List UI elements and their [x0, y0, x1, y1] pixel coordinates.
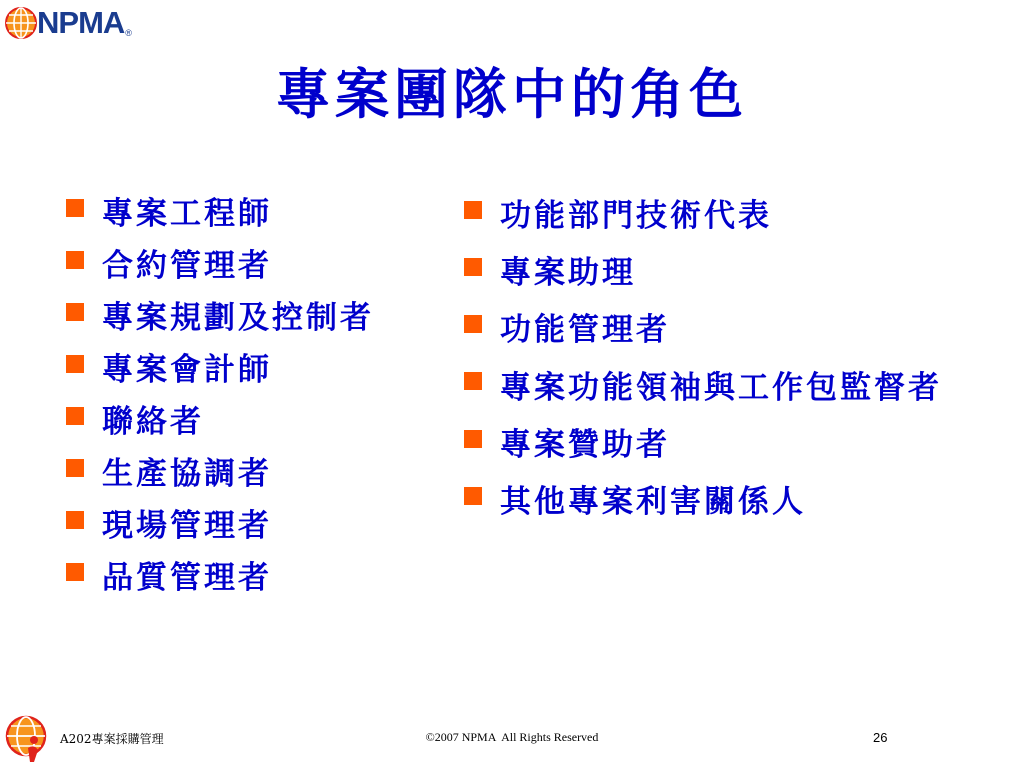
- left-bullet-list: [62, 188, 442, 604]
- square-bullet-icon: [66, 459, 84, 477]
- list-item: 現場管理者: [62, 500, 442, 552]
- page-number: 26: [873, 730, 888, 745]
- footer-course-label: A202專案採購管理: [60, 732, 164, 746]
- list-item: 功能部門技術代表: [460, 188, 960, 245]
- square-bullet-icon: [464, 430, 482, 448]
- square-bullet-icon: [66, 303, 84, 321]
- list-item: 生產協調者: [62, 448, 442, 500]
- globe-logo-icon: [4, 6, 38, 40]
- list-item: 專案會計師: [62, 344, 442, 396]
- square-bullet-icon: [464, 315, 482, 333]
- footer-copyright: ©2007 NPMA All Rights Reserved: [425, 730, 599, 744]
- npma-logo: [4, 6, 132, 40]
- registered-mark: ®: [125, 28, 132, 38]
- list-item: 專案工程師: [62, 188, 442, 240]
- square-bullet-icon: [66, 563, 84, 581]
- square-bullet-icon: [464, 487, 482, 505]
- logo-wordmark: NPMA: [37, 5, 125, 40]
- square-bullet-icon: [66, 355, 84, 373]
- square-bullet-icon: [464, 258, 482, 276]
- list-item: 專案助理: [460, 245, 960, 302]
- right-bullet-list: [460, 188, 960, 531]
- list-item: 專案贊助者: [460, 417, 960, 474]
- list-item: 功能管理者: [460, 302, 960, 359]
- square-bullet-icon: [66, 511, 84, 529]
- slide-title: 專案團隊中的角色: [276, 62, 748, 126]
- square-bullet-icon: [66, 407, 84, 425]
- square-bullet-icon: [66, 251, 84, 269]
- list-item: 專案規劃及控制者: [62, 292, 442, 344]
- square-bullet-icon: [464, 372, 482, 390]
- square-bullet-icon: [66, 199, 84, 217]
- list-item: 專案功能領袖與工作包監督者: [460, 359, 960, 417]
- list-item: 品質管理者: [62, 552, 442, 604]
- list-item: 其他專案利害關係人: [460, 474, 960, 531]
- list-item: 聯絡者: [62, 396, 442, 448]
- list-item: 合約管理者: [62, 240, 442, 292]
- square-bullet-icon: [464, 201, 482, 219]
